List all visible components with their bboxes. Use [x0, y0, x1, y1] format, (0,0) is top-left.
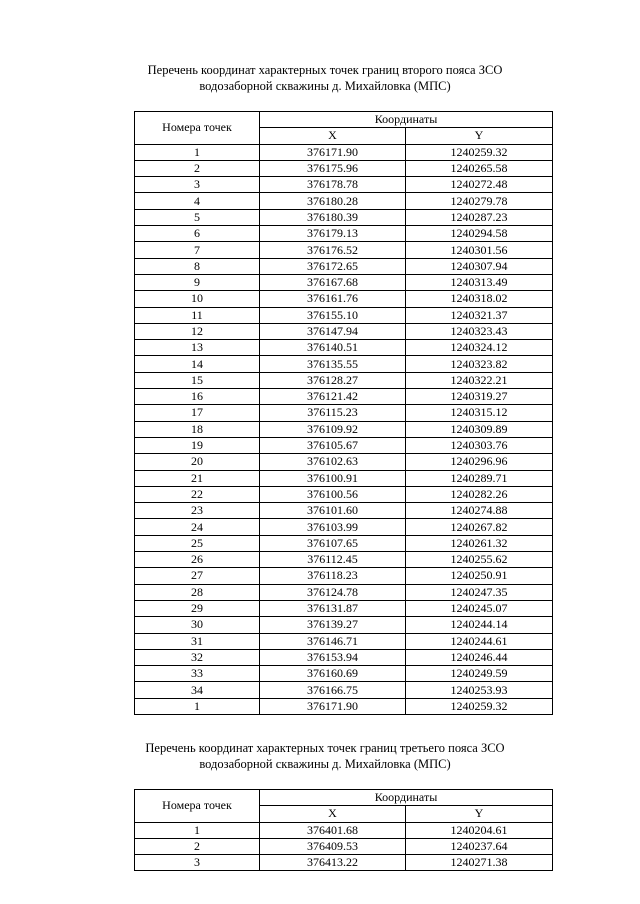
y-coordinate-cell: 1240294.58 [406, 226, 553, 242]
point-number-cell: 2 [135, 160, 260, 176]
x-coordinate-cell: 376112.45 [260, 552, 406, 568]
x-coordinate-cell: 376176.52 [260, 242, 406, 258]
y-coordinate-cell: 1240245.07 [406, 600, 553, 616]
x-column-header: X [260, 806, 406, 822]
x-coordinate-cell: 376172.65 [260, 258, 406, 274]
y-coordinate-cell: 1240321.37 [406, 307, 553, 323]
y-coordinate-cell: 1240255.62 [406, 552, 553, 568]
y-coordinate-cell: 1240287.23 [406, 209, 553, 225]
point-number-cell: 24 [135, 519, 260, 535]
point-number-cell: 2 [135, 838, 260, 854]
x-coordinate-cell: 376175.96 [260, 160, 406, 176]
y-coordinate-cell: 1240244.14 [406, 617, 553, 633]
point-number-cell: 1 [135, 822, 260, 838]
point-number-cell: 1 [135, 144, 260, 160]
y-coordinate-cell: 1240301.56 [406, 242, 553, 258]
table-row [135, 226, 553, 242]
table-row [135, 160, 553, 176]
x-coordinate-cell: 376146.71 [260, 633, 406, 649]
table-row [135, 584, 553, 600]
y-coordinate-cell: 1240323.43 [406, 323, 553, 339]
table-row [135, 600, 553, 616]
table-row [135, 193, 553, 209]
table-1-title-line-2: водозаборной скважины д. Михайловка (МПС) [199, 79, 451, 93]
table-row [135, 258, 553, 274]
point-number-cell: 19 [135, 437, 260, 453]
x-coordinate-cell: 376171.90 [260, 698, 406, 714]
coordinates-column-header: Координаты [260, 790, 553, 806]
y-coordinate-cell: 1240318.02 [406, 291, 553, 307]
table-2-title [100, 740, 550, 772]
table-row [135, 535, 553, 551]
y-coordinate-cell: 1240296.96 [406, 454, 553, 470]
table-row [135, 666, 553, 682]
table-row [135, 470, 553, 486]
point-number-cell: 10 [135, 291, 260, 307]
y-coordinate-cell: 1240259.32 [406, 144, 553, 160]
x-coordinate-cell: 376115.23 [260, 405, 406, 421]
coordinates-table-second-belt [134, 111, 553, 715]
point-number-cell: 3 [135, 855, 260, 871]
y-column-header: Y [406, 806, 553, 822]
table-row [135, 144, 553, 160]
point-number-cell: 33 [135, 666, 260, 682]
x-coordinate-cell: 376124.78 [260, 584, 406, 600]
point-number-cell: 29 [135, 600, 260, 616]
x-coordinate-cell: 376178.78 [260, 177, 406, 193]
y-coordinate-cell: 1240313.49 [406, 274, 553, 290]
y-coordinate-cell: 1240250.91 [406, 568, 553, 584]
y-coordinate-cell: 1240247.35 [406, 584, 553, 600]
point-number-cell: 4 [135, 193, 260, 209]
x-coordinate-cell: 376101.60 [260, 503, 406, 519]
x-coordinate-cell: 376413.22 [260, 855, 406, 871]
table-row [135, 698, 553, 714]
x-coordinate-cell: 376103.99 [260, 519, 406, 535]
point-number-cell: 1 [135, 698, 260, 714]
x-coordinate-cell: 376139.27 [260, 617, 406, 633]
table-1-title-line-1: Перечень координат характерных точек границ второго пояса ЗСО [147, 63, 503, 77]
table-row [135, 291, 553, 307]
table-row [135, 552, 553, 568]
point-number-cell: 3 [135, 177, 260, 193]
table-row [135, 340, 553, 356]
y-coordinate-cell: 1240322.21 [406, 372, 553, 388]
y-coordinate-cell: 1240267.82 [406, 519, 553, 535]
point-number-cell: 28 [135, 584, 260, 600]
table-row [135, 242, 553, 258]
x-coordinate-cell: 376167.68 [260, 274, 406, 290]
points-column-header: Номера точек [135, 112, 260, 145]
table-row [135, 274, 553, 290]
y-coordinate-cell: 1240323.82 [406, 356, 553, 372]
x-coordinate-cell: 376147.94 [260, 323, 406, 339]
point-number-cell: 23 [135, 503, 260, 519]
y-coordinate-cell: 1240303.76 [406, 437, 553, 453]
x-coordinate-cell: 376128.27 [260, 372, 406, 388]
point-number-cell: 9 [135, 274, 260, 290]
coordinates-table-third-belt [134, 789, 553, 871]
y-coordinate-cell: 1240324.12 [406, 340, 553, 356]
table-row [135, 649, 553, 665]
table-1-body [135, 144, 553, 714]
y-coordinate-cell: 1240272.48 [406, 177, 553, 193]
x-coordinate-cell: 376401.68 [260, 822, 406, 838]
y-coordinate-cell: 1240307.94 [406, 258, 553, 274]
table-row [135, 372, 553, 388]
y-coordinate-cell: 1240246.44 [406, 649, 553, 665]
point-number-cell: 16 [135, 389, 260, 405]
y-coordinate-cell: 1240237.64 [406, 838, 553, 854]
point-number-cell: 15 [135, 372, 260, 388]
x-coordinate-cell: 376100.56 [260, 486, 406, 502]
point-number-cell: 25 [135, 535, 260, 551]
table-2-body [135, 822, 553, 871]
table-row [135, 633, 553, 649]
table-2-title-line-2: водозаборной скважины д. Михайловка (МПС) [199, 757, 451, 771]
y-coordinate-cell: 1240271.38 [406, 855, 553, 871]
y-coordinate-cell: 1240319.27 [406, 389, 553, 405]
table-row [135, 454, 553, 470]
point-number-cell: 5 [135, 209, 260, 225]
point-number-cell: 13 [135, 340, 260, 356]
table-row [135, 568, 553, 584]
x-coordinate-cell: 376135.55 [260, 356, 406, 372]
x-coordinate-cell: 376155.10 [260, 307, 406, 323]
table-row [135, 177, 553, 193]
point-number-cell: 17 [135, 405, 260, 421]
point-number-cell: 6 [135, 226, 260, 242]
y-coordinate-cell: 1240249.59 [406, 666, 553, 682]
y-coordinate-cell: 1240274.88 [406, 503, 553, 519]
table-row [135, 405, 553, 421]
point-number-cell: 18 [135, 421, 260, 437]
x-coordinate-cell: 376107.65 [260, 535, 406, 551]
y-coordinate-cell: 1240204.61 [406, 822, 553, 838]
point-number-cell: 14 [135, 356, 260, 372]
table-row [135, 323, 553, 339]
x-coordinate-cell: 376161.76 [260, 291, 406, 307]
x-coordinate-cell: 376171.90 [260, 144, 406, 160]
table-row [135, 503, 553, 519]
point-number-cell: 7 [135, 242, 260, 258]
x-coordinate-cell: 376180.39 [260, 209, 406, 225]
x-coordinate-cell: 376179.13 [260, 226, 406, 242]
point-number-cell: 20 [135, 454, 260, 470]
point-number-cell: 32 [135, 649, 260, 665]
point-number-cell: 27 [135, 568, 260, 584]
point-number-cell: 26 [135, 552, 260, 568]
x-coordinate-cell: 376100.91 [260, 470, 406, 486]
x-coordinate-cell: 376166.75 [260, 682, 406, 698]
table-row [135, 389, 553, 405]
table-2-title-line-1: Перечень координат характерных точек границ третьего пояса ЗСО [145, 741, 505, 755]
table-row [135, 437, 553, 453]
point-number-cell: 12 [135, 323, 260, 339]
point-number-cell: 21 [135, 470, 260, 486]
x-coordinate-cell: 376160.69 [260, 666, 406, 682]
x-coordinate-cell: 376121.42 [260, 389, 406, 405]
x-coordinate-cell: 376118.23 [260, 568, 406, 584]
table-row [135, 838, 553, 854]
x-coordinate-cell: 376105.67 [260, 437, 406, 453]
y-coordinate-cell: 1240309.89 [406, 421, 553, 437]
point-number-cell: 31 [135, 633, 260, 649]
point-number-cell: 34 [135, 682, 260, 698]
y-coordinate-cell: 1240261.32 [406, 535, 553, 551]
x-coordinate-cell: 376409.53 [260, 838, 406, 854]
table-row [135, 356, 553, 372]
table-row [135, 855, 553, 871]
x-coordinate-cell: 376102.63 [260, 454, 406, 470]
point-number-cell: 11 [135, 307, 260, 323]
table-1-title [100, 62, 550, 94]
table-row [135, 682, 553, 698]
y-coordinate-cell: 1240289.71 [406, 470, 553, 486]
x-coordinate-cell: 376109.92 [260, 421, 406, 437]
table-row [135, 209, 553, 225]
y-coordinate-cell: 1240253.93 [406, 682, 553, 698]
y-coordinate-cell: 1240244.61 [406, 633, 553, 649]
table-row [135, 421, 553, 437]
y-column-header: Y [406, 128, 553, 144]
x-coordinate-cell: 376180.28 [260, 193, 406, 209]
y-coordinate-cell: 1240279.78 [406, 193, 553, 209]
point-number-cell: 22 [135, 486, 260, 502]
x-coordinate-cell: 376153.94 [260, 649, 406, 665]
table-row [135, 307, 553, 323]
x-coordinate-cell: 376140.51 [260, 340, 406, 356]
y-coordinate-cell: 1240265.58 [406, 160, 553, 176]
points-column-header: Номера точек [135, 790, 260, 823]
table-row [135, 519, 553, 535]
table-row [135, 822, 553, 838]
y-coordinate-cell: 1240315.12 [406, 405, 553, 421]
table-row [135, 617, 553, 633]
point-number-cell: 30 [135, 617, 260, 633]
table-row [135, 486, 553, 502]
y-coordinate-cell: 1240282.26 [406, 486, 553, 502]
x-column-header: X [260, 128, 406, 144]
point-number-cell: 8 [135, 258, 260, 274]
y-coordinate-cell: 1240259.32 [406, 698, 553, 714]
coordinates-column-header: Координаты [260, 112, 553, 128]
x-coordinate-cell: 376131.87 [260, 600, 406, 616]
